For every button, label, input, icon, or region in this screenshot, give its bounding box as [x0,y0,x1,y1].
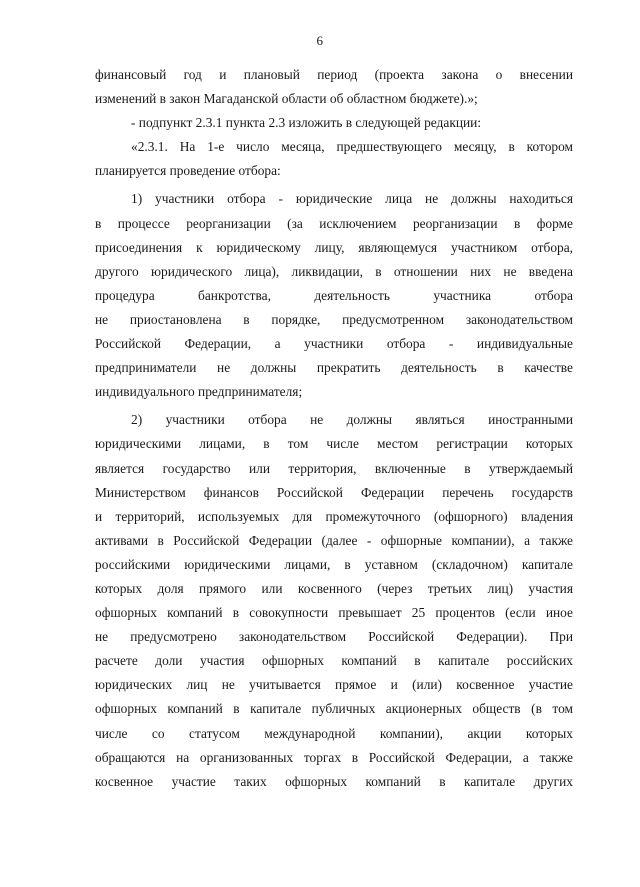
text-line: которых доля прямого или косвенного (через третьих лиц) участия [95,580,573,596]
text-line: - подпункт 2.3.1 пункта 2.3 изложить в следующей редакции: [131,115,482,131]
text-line: числе со статусом международной компании), акции которых [95,725,573,741]
page-number: 6 [316,33,324,48]
text-line: офшорных компаний в капитале публичных акционерных обществ (в том [95,701,573,717]
text-line: процедура банкротства, деятельность участника отбора [95,287,573,303]
text-line: юридическими лицами, в том числе местом регистрации которых [95,436,573,452]
text-line: расчете доли участия офшорных компаний в капитале российских [95,653,573,669]
text-line: и территорий, используемых для промежуточного (офшорного) владения [95,508,573,524]
text-line: Российской Федерации, а участники отбора - индивидуальные [95,336,573,352]
text-line: изменений в закон Магаданской области об областном бюджете).»; [95,91,478,107]
text-line: предприниматели не должны прекратить деятельность в качестве [95,360,573,376]
text-line: российскими юридическими лицами, в уставном (складочном) капитале [95,556,573,572]
text-line: в процессе реорганизации (за исключением реорганизации в форме [95,215,573,231]
text-line: присоединения к юридическому лицу, являющемуся участником отбора, [95,239,573,255]
text-line: не предусмотрено законодательством Российской Федерации). При [95,629,573,645]
text-line: индивидуального предпринимателя; [95,384,303,400]
text-line: планируется проведение отбора: [95,163,281,179]
text-line: финансовый год и плановый период (проекта закона о внесении [95,67,573,82]
text-line: юридических лиц не учитывается прямое и (или) косвенное участие [95,677,573,693]
text-line: 1) участники отбора - юридические лица не должны находиться [131,191,573,207]
text-line: «2.3.1. На 1-е число месяца, предшествующего месяцу, в котором [131,139,573,155]
document-body [95,63,573,794]
text-line: офшорных компаний в совокупности превышает 25 процентов (если иное [95,605,573,621]
text-line: другого юридического лица), ликвидации, в отношении них не введена [95,263,573,279]
text-line: не приостановлена в порядке, предусмотренном законодательством [95,311,573,327]
text-line: обращаются на организованных торгах в Российской Федерации, а также [95,749,573,765]
text-line: является государство или территория, включенные в утверждаемый [95,460,573,476]
text-line: 2) участники отбора не должны являться иностранными [131,412,573,428]
text-line: косвенное участие таких офшорных компаний в капитале других [95,773,573,789]
text-line: Министерством финансов Российской Федерации перечень государств [95,484,573,500]
text-line: активами в Российской Федерации (далее - офшорные компании), а также [95,532,573,548]
